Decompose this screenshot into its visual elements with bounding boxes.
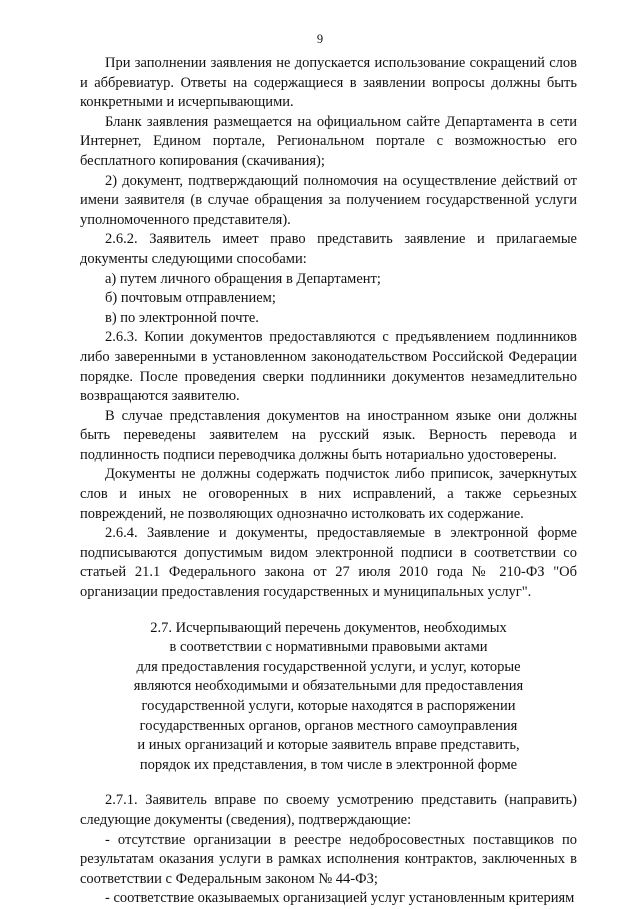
list-item-registry: - отсутствие организации в реестре недобросовестных поставщиков по результатам оказания услуги в рамках исполнения контрактов, заключенных в соответствии с Федеральным законом № 44-ФЗ; bbox=[80, 831, 577, 887]
document-body bbox=[80, 54, 577, 909]
paragraph-2-6-4: 2.6.4. Заявление и документы, предоставляемые в электронной форме подписываются допустимым видом электронной подписи в соответствии со статьей 21.1 Федерального закона от 27 июля 2010 года № 210-ФЗ "Об организации предоставления государственных и муниципальных услуг". bbox=[80, 525, 577, 601]
heading-line: 2.7. Исчерпывающий перечень документов, необходимых bbox=[150, 619, 507, 636]
list-item-criteria: - соответствие оказываемых организацией услуг установленным критериям bbox=[105, 890, 575, 907]
heading-line: государственных органов, органов местного самоуправления bbox=[139, 717, 518, 734]
paragraph-abbreviations: При заполнении заявления не допускается использование сокращений слов и аббревиатур. Ответы на содержащиеся в заявлении вопросы должны быть конкретными и исчерпывающими. bbox=[80, 55, 577, 111]
paragraph-2-6-3: 2.6.3. Копии документов предоставляются с предъявлением подлинников либо заверенными в установленном законодательством Российской Федерации порядке. После проведения сверки подлинники документов незамедлительно возвращаются заявителю. bbox=[80, 329, 577, 405]
heading-line: в соответствии с нормативными правовыми актами bbox=[169, 639, 488, 656]
heading-line: и иных организаций и которые заявитель вправе представить, bbox=[137, 737, 520, 754]
heading-line: для предоставления государственной услуги, и услуг, которые bbox=[136, 658, 521, 675]
paragraph-no-corrections: Документы не должны содержать подчисток либо приписок, зачеркнутых слов и иных не оговоренных в них исправлений, а также серьезных повреждений, не позволяющих однозначно истолковать их содержание. bbox=[80, 466, 577, 522]
list-item-method-b: б) почтовым отправлением; bbox=[105, 290, 276, 307]
heading-line: являются необходимыми и обязательными для предоставления bbox=[133, 678, 524, 695]
paragraph-authority-document: 2) документ, подтверждающий полномочия на осуществление действий от имени заявителя (в случае обращения за получением государственной услуги уполномоченного представителя). bbox=[80, 172, 577, 228]
page-number: 9 bbox=[316, 32, 324, 46]
paragraph-2-6-2: 2.6.2. Заявитель имеет право представить заявление и прилагаемые документы следующими способами: bbox=[80, 231, 577, 267]
paragraph-form-blank: Бланк заявления размещается на официальном сайте Департамента в сети Интернет, Едином портале, Региональном портале с возможностью его бесплатного копирования (скачивания); bbox=[80, 113, 577, 169]
section-heading-2-7 bbox=[98, 619, 559, 776]
list-item-method-c: в) по электронной почте. bbox=[105, 309, 259, 326]
heading-line: порядок их представления, в том числе в электронной форме bbox=[139, 756, 518, 773]
heading-line: государственной услуги, которые находятся в распоряжении bbox=[141, 698, 516, 714]
paragraph-foreign-language: В случае представления документов на иностранном языке они должны быть переведены заявителем на русский язык. Верность перевода и подлинность подписи переводчика должны быть нотариально удостоверены. bbox=[80, 407, 577, 463]
paragraph-2-7-1: 2.7.1. Заявитель вправе по своему усмотрению представить (направить) следующие документы (сведения), подтверждающие: bbox=[80, 792, 577, 828]
list-item-method-a: а) путем личного обращения в Департамент; bbox=[105, 270, 381, 287]
